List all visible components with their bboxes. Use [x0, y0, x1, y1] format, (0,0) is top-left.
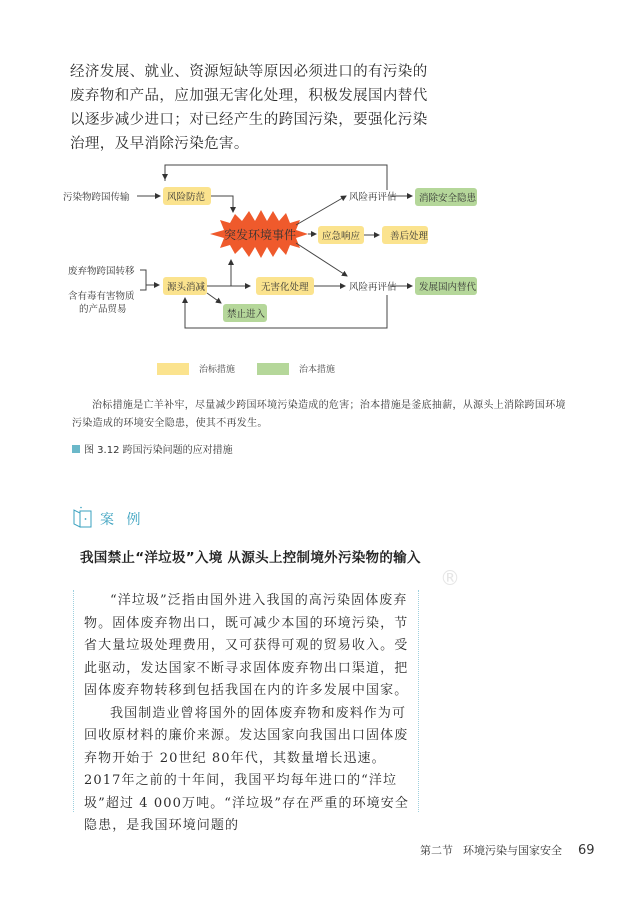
figure-caption [72, 441, 233, 456]
figure-caption-text: 图 3.12 跨国污染问题的应对措施 [84, 445, 233, 456]
label-risk-reassess-top: 风险再评估 [349, 192, 397, 203]
case-paragraph: 我国制造业曾将国外的固体废弃物和废料作为可回收原材料的廉价来源。发达国家向我国出口固体废弃物开始于 20世纪 80年代，其数量增长迅速。2017年之前的十年间，我国平均每年进口的“洋垃圾”超过 4 000万吨。“洋垃圾”存在严重的环境安全隐患，是我国环境问题的 [84, 705, 409, 833]
label-toxic-trade-1: 含有毒有害物质 [68, 291, 135, 302]
page-number: 69 [578, 843, 595, 858]
legend-item-root [257, 362, 335, 375]
label-toxic-trade-2: 的产品贸易 [79, 304, 127, 315]
label-prohibit-entry: 禁止进入 [227, 309, 266, 320]
label-risk-prevention: 风险防范 [167, 192, 206, 203]
legend-swatch-green [257, 363, 289, 375]
diagram-legend [157, 362, 349, 375]
intro-paragraph: 经济发展、就业、资源短缺等原因必须进口的有污染的废弃物和产品，应加强无害化处理，积极发展国内替代以逐步减少进口；对已经产生的跨国污染，要强化污染治理，及早消除污染危害。 [70, 64, 428, 152]
figure-note: 治标措施是亡羊补牢，尽量减少跨国环境污染造成的危害；治本措施是釜底抽薪，从源头上消除跨国环境污染造成的环境安全隐患，使其不再发生。 [72, 400, 566, 429]
label-source-reduction: 源头消减 [167, 282, 206, 293]
figure-marker-icon [72, 445, 80, 453]
case-section-title: 案 例 [100, 512, 145, 528]
footer-section: 第二节 [420, 844, 453, 857]
response-measures-diagram [60, 160, 520, 340]
legend-label: 治标措施 [199, 365, 236, 375]
book-icon [72, 506, 94, 532]
label-waste-transfer: 废弃物跨国转移 [68, 266, 135, 277]
label-pollutant-transport: 污染物跨国传输 [63, 192, 130, 203]
label-harmless-treatment: 无害化处理 [261, 282, 309, 293]
case-body [73, 590, 419, 833]
case-heading: 我国禁止“洋垃圾”入境 从源头上控制境外污染物的输入 [80, 550, 421, 566]
label-aftermath: 善后处理 [390, 231, 429, 242]
label-eliminate-hazards: 消除安全隐患 [419, 193, 477, 204]
label-domestic-substitute: 发展国内替代 [419, 282, 477, 293]
label-emergency-response: 应急响应 [322, 231, 361, 242]
legend-label: 治本措施 [299, 365, 336, 375]
page-footer [420, 842, 595, 858]
watermark-registered-icon: ® [440, 566, 460, 590]
footer-title: 环境污染与国家安全 [463, 844, 562, 857]
case-paragraph: “洋垃圾”泛指由国外进入我国的高污染固体废弃物。固体废弃物出口，既可减少本国的环境污染，节省大量垃圾处理费用，又可获得可观的贸易收入。受此驱动，发达国家不断寻求固体废弃物出口渠道，把固体废弃物转移到包括我国在内的许多发展中国家。 [84, 593, 409, 698]
legend-item-symptom [157, 362, 235, 375]
label-risk-reassess-bottom: 风险再评估 [349, 282, 397, 293]
label-emergency-event: 突发环境事件 [224, 228, 297, 242]
legend-swatch-yellow [157, 363, 189, 375]
intro-text [70, 60, 430, 156]
case-section-header [72, 506, 144, 532]
